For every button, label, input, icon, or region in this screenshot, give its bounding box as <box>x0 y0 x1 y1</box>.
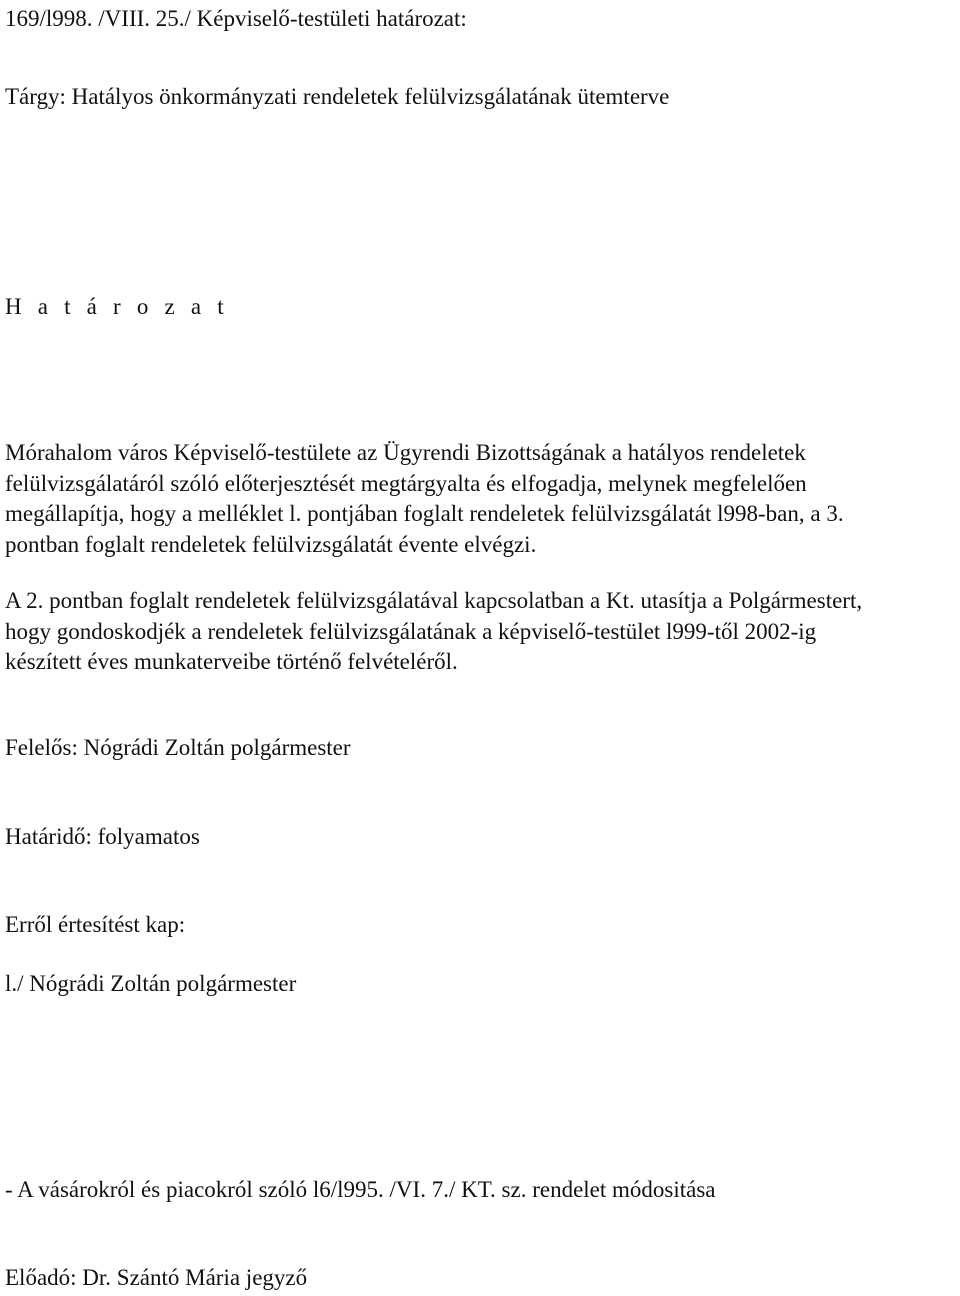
notified-recipient: l./ Nógrádi Zoltán polgármester <box>5 971 297 996</box>
agenda-item: - A vásárokról és piacokról szóló l6/l995. /VI. 7./ KT. sz. rendelet módositása <box>5 1177 716 1202</box>
resolution-paragraph-2 <box>5 586 957 678</box>
resolution-heading: H a t á r o z a t <box>5 294 229 319</box>
paragraph-line: készített éves munkaterveibe történő felvételéről. <box>5 649 458 674</box>
resolution-reference: 169/l998. /VIII. 25./ Képviselő-testületi határozat: <box>5 6 467 31</box>
paragraph-line: felülvizsgálatáról szóló előterjesztését megtárgyalta és elfogadja, melynek megfelelően <box>5 470 807 496</box>
paragraph-line: Mórahalom város Képviselő-testülete az Ügyrendi Bizottságának a hatályos rendeletek <box>5 440 806 465</box>
responsible-person: Felelős: Nógrádi Zoltán polgármester <box>5 735 351 760</box>
deadline: Határidő: folyamatos <box>5 824 200 849</box>
paragraph-line: megállapítja, hogy a melléklet l. pontjában foglalt rendeletek felülvizsgálatát l998-ban, a 3. <box>5 501 844 526</box>
paragraph-line: pontban foglalt rendeletek felülvizsgálatát évente elvégzi. <box>5 531 537 557</box>
notified-label: Erről értesítést kap: <box>5 912 186 937</box>
paragraph-line: hogy gondoskodjék a rendeletek felülvizsgálatának a képviselő-testület l999-től 2002-ig <box>5 618 817 644</box>
presenter: Előadó: Dr. Szántó Mária jegyző <box>5 1265 308 1290</box>
paragraph-line: A 2. pontban foglalt rendeletek felülvizsgálatával kapcsolatban a Kt. utasítja a Polgármestert, <box>5 588 863 613</box>
subject-line: Tárgy: Hatályos önkormányzati rendeletek felülvizsgálatának ütemterve <box>5 84 670 109</box>
resolution-paragraph-1 <box>5 438 957 560</box>
